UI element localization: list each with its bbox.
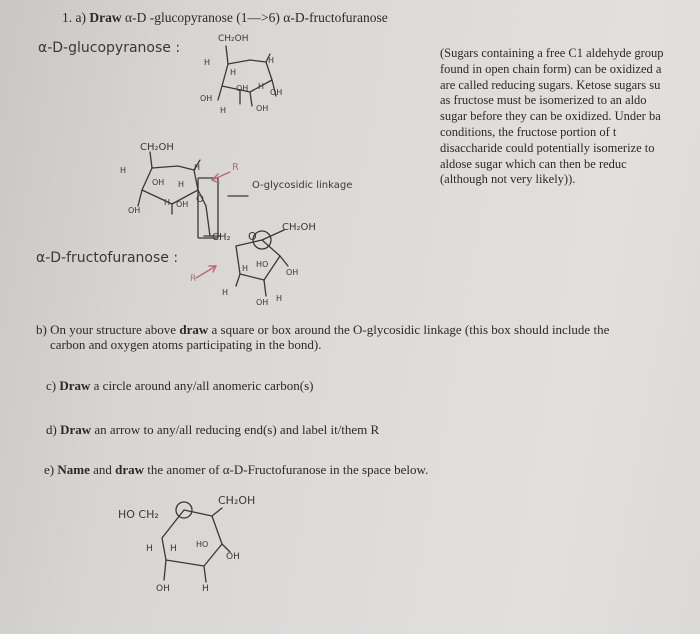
mid-oh2: OH: [128, 206, 141, 215]
mid-ch2oh: CH₂OH: [140, 142, 174, 153]
top-h1: H: [204, 58, 211, 67]
fructo-oh1: OH: [286, 268, 299, 277]
bottom-h2: H: [170, 544, 177, 554]
question-number: 1.: [62, 10, 73, 25]
glucopyranose-label: α-D-glucopyranose :: [38, 40, 181, 56]
part-text: α-D -glucopyranose (1—>6) α-D-fructofuranose: [125, 10, 388, 25]
side-note-line: conditions, the fructose portion of t: [440, 124, 617, 139]
top-h5: H: [220, 106, 227, 115]
question-d: d) Draw an arrow to any/all reducing end(s) and label it/them R: [46, 422, 380, 437]
fructo-ch2oh: CH₂OH: [282, 222, 316, 233]
mid-oh1: OH: [152, 178, 165, 187]
bottom-hoch2: HO CH₂: [118, 508, 159, 521]
fructo-h2: H: [222, 288, 229, 297]
top-oh1: OH: [236, 84, 249, 93]
top-ring-sketch: [218, 46, 276, 106]
part-verb: Draw: [89, 10, 122, 25]
mid-o: O: [196, 194, 204, 205]
part-letter: a): [75, 10, 86, 25]
bottom-h3: H: [202, 584, 209, 594]
fructo-h1: H: [242, 264, 249, 273]
bottom-oh1: OH: [226, 552, 240, 562]
top-oh4: OH: [256, 104, 269, 113]
question-b-line1: b) On your structure above draw a square or box around the O-glycosidic linkage (this box should include the: [36, 322, 610, 337]
ring-o: O: [248, 230, 257, 243]
bottom-h1: H: [146, 544, 153, 554]
side-note-line: are called reducing sugars. Ketose sugars su: [440, 77, 661, 92]
side-note-line: disaccharide could potentially isomerize to: [440, 140, 655, 155]
mid-h2: H: [194, 163, 201, 172]
mid-h3: H: [164, 198, 171, 207]
side-note-line: (although not very likely)).: [440, 172, 576, 187]
top-ch2oh: CH₂OH: [218, 34, 249, 44]
r-label-1: R: [232, 162, 239, 173]
top-oh2: OH: [270, 88, 283, 97]
top-h3: H: [268, 56, 275, 65]
top-h4: H: [258, 82, 265, 91]
question-e: e) Name and draw the anomer of α-D-Fructofuranose in the space below.: [44, 462, 429, 477]
top-oh3: OH: [200, 94, 213, 103]
side-note-line: as fructose must be isomerized to an aldo: [440, 93, 647, 108]
fructo-h3: H: [276, 294, 283, 303]
mid-h1: H: [120, 166, 127, 175]
side-note-line: aldose sugar which can then be reduc: [440, 156, 627, 171]
question-c: c) Draw a circle around any/all anomeric carbon(s): [46, 378, 314, 393]
bottom-ch2oh: CH₂OH: [218, 494, 256, 507]
bottom-ho: HO: [196, 540, 209, 549]
ch2-label: CH₂: [212, 232, 231, 243]
mid-oh3: OH: [176, 200, 189, 209]
fructo-ho: HO: [256, 260, 269, 269]
fructo-oh2: OH: [256, 298, 269, 307]
fructofuranose-label: α-D-fructofuranose :: [36, 250, 179, 266]
bottom-oh2: OH: [156, 584, 170, 594]
question-b-line2: carbon and oxygen atoms participating in the bond).: [50, 337, 322, 352]
mid-h4: H: [178, 180, 185, 189]
r-label-2: R: [190, 274, 197, 284]
top-h2: H: [230, 68, 237, 77]
side-note-line: (Sugars containing a free C1 aldehyde group: [440, 46, 664, 60]
side-note-line: found in open chain form) can be oxidized a: [440, 61, 662, 76]
glycosidic-label: O-glycosidic linkage: [252, 180, 353, 191]
side-note-line: sugar before they can be oxidized. Under ba: [440, 109, 661, 124]
